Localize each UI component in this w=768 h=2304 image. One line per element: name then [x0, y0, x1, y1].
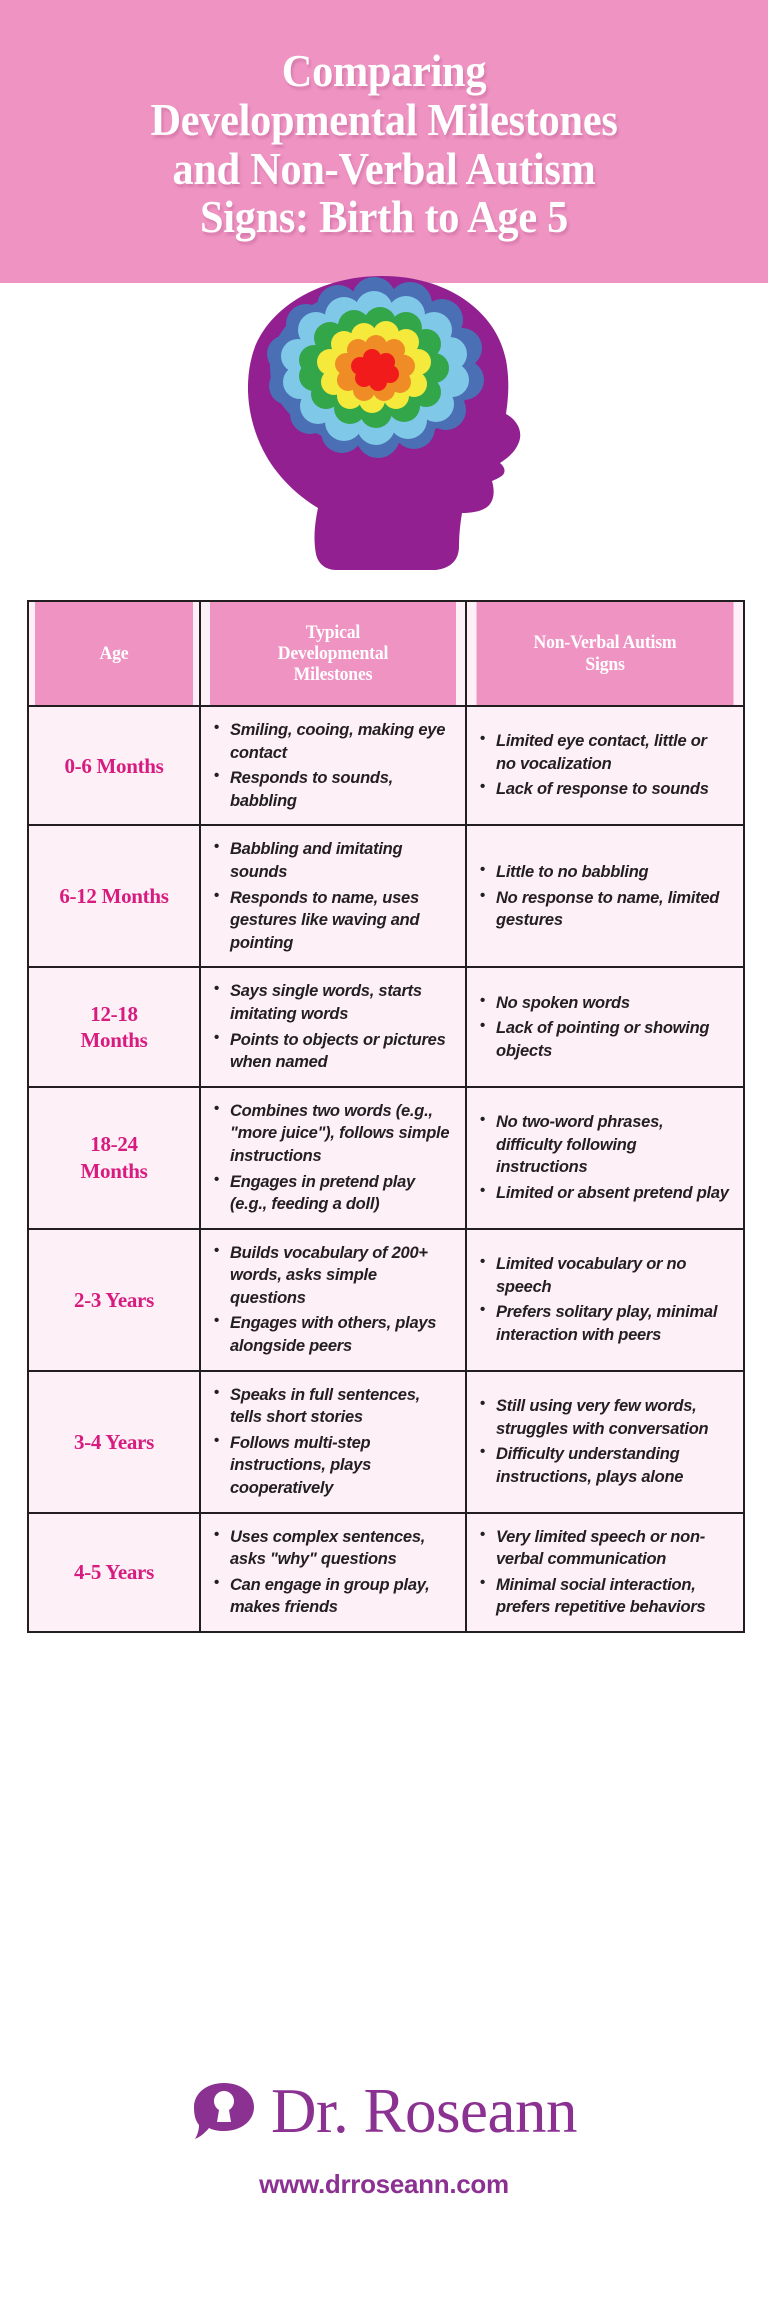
- brand-name: Dr. Roseann: [271, 2076, 577, 2146]
- column-header-signs-line-2: Signs: [585, 653, 625, 675]
- page-title-line-4: Signs: Birth to Age 5: [199, 191, 569, 243]
- list-item: • Builds vocabulary of 200+ words, asks simple questions: [211, 1242, 451, 1310]
- list-item: • Little to no babbling: [477, 861, 729, 884]
- list-item: • Engages in pretend play (e.g., feeding a doll): [211, 1171, 451, 1216]
- signs-cell: [466, 706, 744, 825]
- table-row: [28, 1513, 744, 1632]
- table-head: [28, 601, 744, 706]
- age-label-line-1: 2-3 Years: [74, 1287, 154, 1312]
- age-label-line-2: Months: [80, 1028, 148, 1053]
- list-item: • Smiling, cooing, making eye contact: [211, 719, 451, 764]
- column-header-age-line-1: Age: [99, 642, 129, 664]
- milestones-list: [211, 719, 451, 812]
- list-item: • Prefers solitary play, minimal interaction with peers: [477, 1301, 729, 1346]
- table-header-row: [28, 601, 744, 706]
- signs-cell: [466, 1371, 744, 1513]
- milestones-list: [211, 1242, 451, 1358]
- table-row: [28, 967, 744, 1086]
- age-label-line-1: 0-6 Months: [64, 753, 164, 778]
- milestones-list: [211, 1100, 451, 1216]
- list-item: • Engages with others, plays alongside peers: [211, 1312, 451, 1357]
- table-row: [28, 706, 744, 825]
- age-label-line-1: 4-5 Years: [74, 1560, 154, 1585]
- list-item: • Minimal social interaction, prefers repetitive behaviors: [477, 1574, 729, 1619]
- table-body: [28, 706, 744, 1632]
- signs-cell: [466, 1229, 744, 1371]
- signs-list: [477, 1395, 729, 1488]
- milestones-list: [211, 838, 451, 954]
- list-item: • Can engage in group play, makes friends: [211, 1574, 451, 1619]
- milestones-cell: [200, 1229, 466, 1371]
- signs-list: [477, 1111, 729, 1204]
- website-url[interactable]: www.drroseann.com: [259, 2169, 509, 2199]
- signs-list: [477, 730, 729, 801]
- comparison-table-wrapper: [27, 600, 743, 1633]
- milestones-list: [211, 980, 451, 1073]
- list-item: • Limited vocabulary or no speech: [477, 1253, 729, 1298]
- milestones-cell: [200, 967, 466, 1086]
- list-item: • No response to name, limited gestures: [477, 887, 729, 932]
- list-item: • Follows multi-step instructions, plays cooperatively: [211, 1432, 451, 1500]
- list-item: • Says single words, starts imitating words: [211, 980, 451, 1025]
- list-item: • Still using very few words, struggles with conversation: [477, 1395, 729, 1440]
- age-label-line-2: Months: [80, 1158, 148, 1183]
- list-item: • Uses complex sentences, asks "why" questions: [211, 1526, 451, 1571]
- age-label: [28, 1513, 200, 1632]
- milestones-list: [211, 1526, 451, 1619]
- signs-list: [477, 1253, 729, 1346]
- age-label-line-1: 6-12 Months: [59, 884, 169, 909]
- list-item: • Responds to name, uses gestures like waving and pointing: [211, 887, 451, 955]
- table-row: [28, 825, 744, 967]
- column-header-age: [34, 601, 194, 706]
- milestones-list: [211, 1384, 451, 1500]
- list-item: • Lack of pointing or showing objects: [477, 1017, 729, 1062]
- signs-list: [477, 1526, 729, 1619]
- list-item: • Speaks in full sentences, tells short stories: [211, 1384, 451, 1429]
- list-item: • Points to objects or pictures when named: [211, 1029, 451, 1074]
- column-header-milestones-line-2: Developmental: [277, 642, 389, 664]
- list-item: • Limited or absent pretend play: [477, 1182, 729, 1205]
- milestones-cell: [200, 706, 466, 825]
- column-header-milestones-line-1: Typical: [305, 621, 361, 643]
- age-label: [28, 1371, 200, 1513]
- age-label: [28, 1087, 200, 1229]
- table-row: [28, 1087, 744, 1229]
- age-label: [28, 1229, 200, 1371]
- child-head-rainbow-brain-icon: [214, 268, 554, 578]
- page-title-line-1: Comparing: [281, 45, 487, 96]
- table-row: [28, 1371, 744, 1513]
- milestones-cell: [200, 1513, 466, 1632]
- hero-illustration: [0, 268, 768, 578]
- age-label-line-1: 3-4 Years: [74, 1429, 154, 1454]
- list-item: • Lack of response to sounds: [477, 778, 729, 801]
- list-item: • Babbling and imitating sounds: [211, 838, 451, 883]
- milestones-cell: [200, 1371, 466, 1513]
- column-header-signs: [476, 601, 735, 706]
- page-title-line-3: and Non-Verbal Autism: [172, 142, 596, 194]
- signs-cell: [466, 825, 744, 967]
- page-title: [48, 41, 720, 242]
- page-title-line-2: Developmental Milestones: [150, 93, 618, 145]
- signs-list: [477, 861, 729, 932]
- milestones-cell: [200, 1087, 466, 1229]
- age-label-line-1: 18-24: [90, 1132, 138, 1157]
- column-header-milestones-line-3: Milestones: [293, 664, 373, 686]
- age-label: [28, 706, 200, 825]
- list-item: • Limited eye contact, little or no vocalization: [477, 730, 729, 775]
- speech-bubble-keyhole-icon: [191, 2081, 257, 2143]
- signs-cell: [466, 1513, 744, 1632]
- signs-list: [477, 992, 729, 1063]
- signs-cell: [466, 1087, 744, 1229]
- milestones-cell: [200, 825, 466, 967]
- list-item: • Combines two words (e.g., "more juice"), follows simple instructions: [211, 1100, 451, 1168]
- list-item: • No spoken words: [477, 992, 729, 1015]
- list-item: • No two-word phrases, difficulty following instructions: [477, 1111, 729, 1179]
- age-label-line-1: 12-18: [90, 1001, 138, 1026]
- list-item: • Difficulty understanding instructions, plays alone: [477, 1443, 729, 1488]
- list-item: • Very limited speech or non-verbal communication: [477, 1526, 729, 1571]
- signs-cell: [466, 967, 744, 1086]
- age-label: [28, 825, 200, 967]
- list-item: • Responds to sounds, babbling: [211, 767, 451, 812]
- comparison-table: [27, 600, 745, 1633]
- column-header-milestones: [209, 601, 456, 706]
- footer: [0, 2076, 768, 2200]
- header-banner: [0, 0, 768, 283]
- column-header-signs-line-1: Non-Verbal Autism: [533, 632, 677, 654]
- brand-logo[interactable]: [191, 2076, 577, 2146]
- table-row: [28, 1229, 744, 1371]
- age-label: [28, 967, 200, 1086]
